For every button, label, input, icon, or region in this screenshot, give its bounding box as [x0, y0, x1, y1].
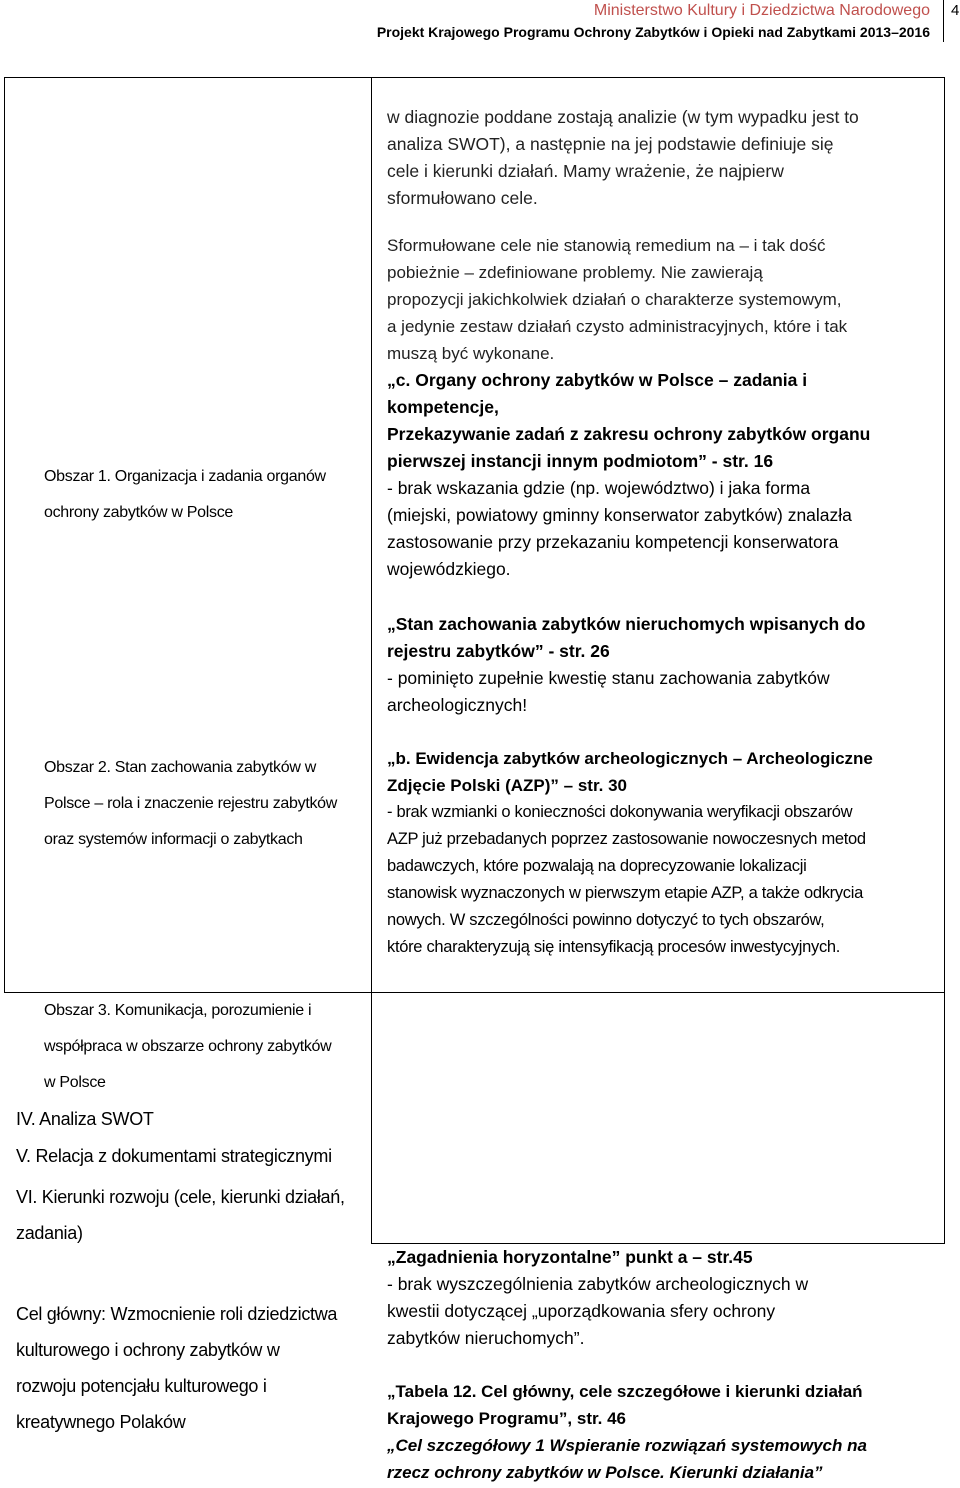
analiza-swot: IV. Analiza SWOT — [16, 1109, 154, 1129]
section-tabela: „Tabela 12. Cel główny, cele szczegółowe i kierunki działań Krajowego Programu”, str. 46 „Cel szczegółowy 1 Wspieranie rozwiązań systemowych na rzecz ochrony zabytków w Polsce. Kierunki działania” — [387, 1382, 867, 1482]
section-b: „b. Ewidencja zabytków archeologicznych – Archeologiczne Zdjęcie Polski (AZP)” – str. 30 - brak wzmianki o konieczności dokonywania weryfikacji obszarów AZP już przebadanych poprzez zastosowanie nowoczesnych metod badawczych, które pozwalają na doprecyzowanie lokalizacji stanowisk wyznaczonych w pierwszym etapie AZP, a także odkrycia nowych. W szczególności powinno dotyczyć to tych obszarów, które charakteryzują się intensyfikacją procesów inwestycyjnych. — [387, 749, 873, 956]
table-left-border — [4, 77, 5, 993]
section-c: „c. Organy ochrony zabytków w Polsce – zadania i kompetencje, Przekazywanie zadań z zakresu ochrony zabytków organu pierwszej instancji innym podmiotom” - str. 16 - brak wskazania gdzie (np. województwo) i jaka forma (miejski, powiatowy gminny konserwator zabytków) znalazła zastosowanie przy przekazaniu kompetencji konserwatora wojewódzkiego. — [387, 370, 871, 579]
table-top-border — [4, 77, 945, 78]
section-stan: „Stan zachowania zabytków nieruchomych wpisanych do rejestru zabytków” - str. 26 - pominięto zupełnie kwestię stanu zachowania zabytków archeologicznych! — [387, 614, 866, 715]
cel-glowny: Cel główny: Wzmocnienie roli dziedzictwa kulturowego i ochrony zabytków w rozwoju potencjału kulturowego i kreatywnego Polaków — [16, 1304, 338, 1432]
obszar-1: Obszar 1. Organizacja i zadania organów ochrony zabytków w Polsce — [44, 468, 326, 521]
table-middle-border — [371, 77, 372, 993]
kierunki-rozwoju: VI. Kierunki rozwoju (cele, kierunki działań, zadania) — [16, 1187, 345, 1243]
project-header: Projekt Krajowego Programu Ochrony Zabytków i Opieki nad Zabytkami 2013–2016 — [376, 24, 930, 40]
header-divider — [943, 0, 944, 42]
lower-cell-right — [944, 992, 945, 1244]
paragraph-cele: Sformułowane cele nie stanowią remedium na – i tak dość pobieżnie – zdefiniowane problemy. Nie zawierają propozycji jakichkolwiek działań o charakterze systemowym, a jedynie zestaw działań czysto administracyjnych, które i tak muszą być wykonane. — [387, 236, 848, 363]
table-right-border — [944, 77, 945, 993]
paragraph-swot: w diagnozie poddane zostają analizie (w tym wypadku jest to analiza SWOT), a następnie na jej podstawie definiuje się cele i kierunki działań. Mamy wrażenie, że najpierw sformułowano cele. — [387, 107, 859, 208]
ministry-header: Ministerstwo Kultury i Dziedzictwa Narodowego — [593, 2, 930, 19]
obszar-2: Obszar 2. Stan zachowania zabytków w Polsce – rola i znaczenie rejestru zabytków oraz systemów informacji o zabytkach — [44, 759, 338, 848]
relacja-dokumenty: V. Relacja z dokumentami strategicznymi — [16, 1146, 332, 1166]
page-number: 4 — [951, 2, 960, 19]
obszar-3: Obszar 3. Komunikacja, porozumienie i współpraca w obszarze ochrony zabytków w Polsce — [44, 1002, 332, 1091]
section-zagadnienia: „Zagadnienia horyzontalne” punkt a – str.45 - brak wyszczególnienia zabytków archeologicznych w kwestii dotyczącej „uporządkowania sfery ochrony zabytków nieruchomych”. — [387, 1247, 809, 1348]
lower-cell-top — [371, 992, 945, 993]
